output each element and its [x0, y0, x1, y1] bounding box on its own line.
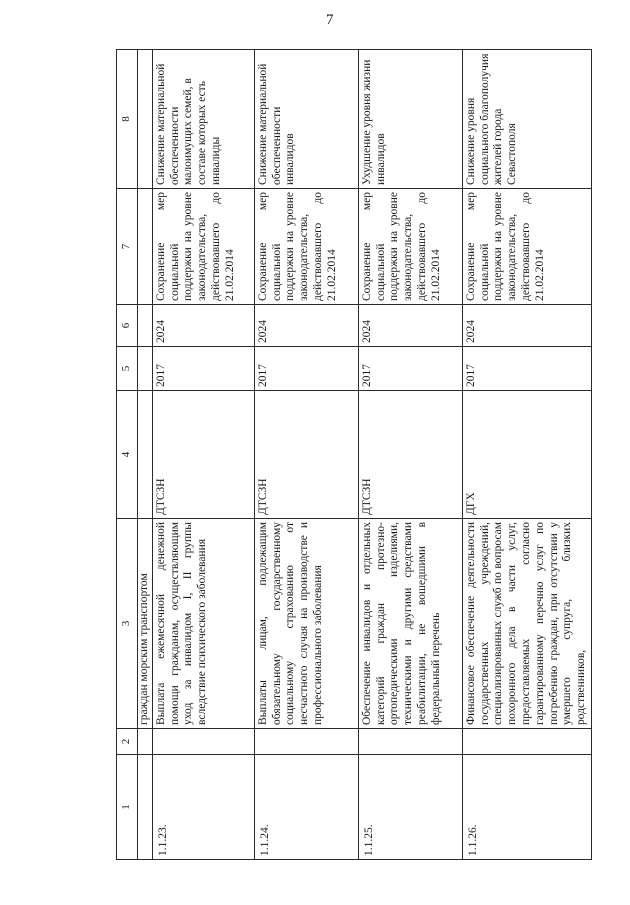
table-row: [152, 50, 254, 860]
row-risk: Снижение уровня социального благополучия жителей города Севастополя: [462, 50, 591, 189]
rotated-table-container: [116, 50, 589, 860]
measures-table: [116, 49, 592, 860]
header-cell: 7: [117, 189, 138, 305]
header-cell: 4: [117, 391, 138, 519]
row-start-year: 2017: [254, 347, 358, 391]
row-description: Финансовое обеспечение деятельности государственных учреждений, специализированных служб по вопросам похоронного дела в части услуг, предоставляемых согласно гарантированному перечню услуг по погребению граждан, при отсутствии у умершего супруга, близких родственников,: [462, 519, 591, 729]
row-end-year: 2024: [462, 305, 591, 347]
row-measure: Сохранение мер социальной поддержки на уровне законодательства, действовавшего до 21.02.2014: [152, 189, 254, 305]
page-number: 7: [326, 12, 334, 28]
row-measure: Сохранение мер социальной поддержки на уровне законодательства, действовавшего до 21.02.2014: [254, 189, 358, 305]
row-description: Выплата ежемесячной денежной помощи гражданам, осуществляющим уход за инвалидом I, II группы вследствие психического заболевания: [152, 519, 254, 729]
row-col2: [462, 729, 591, 755]
row-description: Обеспечение инвалидов и отдельных категорий граждан протезно-ортопедическими изделиями, техническими и другими средствами реабилитации, не вошедшими в федеральный перечень: [358, 519, 462, 729]
header-row: [117, 50, 138, 860]
row-col2: [152, 729, 254, 755]
row-end-year: 2024: [254, 305, 358, 347]
row-end-year: 2024: [152, 305, 254, 347]
header-cell: 1: [117, 755, 138, 860]
row-number: 1.1.26.: [462, 755, 591, 860]
row-risk: Ухудшение уровня жизни инвалидов: [358, 50, 462, 189]
row-executor: ДТСЗН: [254, 391, 358, 519]
header-cell: 8: [117, 50, 138, 189]
row-executor: ДТСЗН: [358, 391, 462, 519]
row-col2: [358, 729, 462, 755]
continuation-text: граждан морским транспортом: [138, 519, 153, 729]
row-number: 1.1.25.: [358, 755, 462, 860]
row-start-year: 2017: [152, 347, 254, 391]
table-row: [462, 50, 591, 860]
header-cell: 6: [117, 305, 138, 347]
row-measure: Сохранение мер социальной поддержки на уровне законодательства, действовавшего до 21.02.2014: [462, 189, 591, 305]
header-cell: 2: [117, 729, 138, 755]
row-end-year: 2024: [358, 305, 462, 347]
row-col2: [254, 729, 358, 755]
continuation-row: [138, 50, 153, 860]
row-start-year: 2017: [358, 347, 462, 391]
header-cell: 5: [117, 347, 138, 391]
row-start-year: 2017: [462, 347, 591, 391]
row-description: Выплаты лицам, подлежащим обязательному государственному социальному страхованию от несчастного случая на производстве и профессионального заболевания: [254, 519, 358, 729]
row-risk: Снижение материальной обеспеченности малоимущих семей, в составе которых есть инвалиды: [152, 50, 254, 189]
table-row: [358, 50, 462, 860]
row-measure: Сохранение мер социальной поддержки на уровне законодательства, действовавшего до 21.02.2014: [358, 189, 462, 305]
header-cell: 3: [117, 519, 138, 729]
row-risk: Снижение материальной обеспеченности инвалидов: [254, 50, 358, 189]
row-executor: ДТСЗН: [152, 391, 254, 519]
row-number: 1.1.24.: [254, 755, 358, 860]
table-row: [254, 50, 358, 860]
row-number: 1.1.23.: [152, 755, 254, 860]
row-executor: ДГХ: [462, 391, 591, 519]
